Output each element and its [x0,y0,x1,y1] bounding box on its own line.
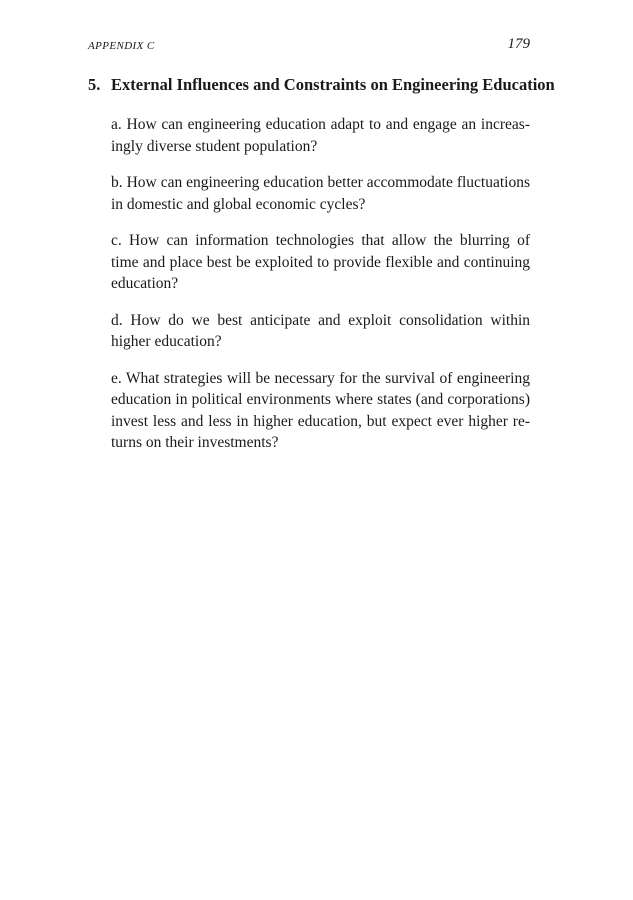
running-head-title: APPENDIX C [88,40,155,52]
page-number: 179 [507,36,530,52]
question-item-c: c. How can information technologies that allow the blurring of time and place best be exploited to provide flexible and continuing education? [111,232,530,292]
section-number: 5. [88,75,101,94]
question-item-a: a. How can engineering education adapt to and engage an increasingly diverse student population? [111,116,530,155]
section-heading [88,74,555,96]
question-item-b: b. How can engineering education better accommodate fluctuations in domestic and global economic cycles? [111,174,530,213]
question-item-d: d. How do we best anticipate and exploit consolidation within higher education? [111,311,530,350]
section-title: External Influences and Constraints on Engineering Education [111,75,555,94]
running-head [88,36,530,56]
question-list [111,114,530,469]
question-item-e: e. What strategies will be necessary for the survival of engineering education in political environments where states (and corporations) invest less and less in higher education, but expect ever higher returns on their investments? [111,369,530,451]
